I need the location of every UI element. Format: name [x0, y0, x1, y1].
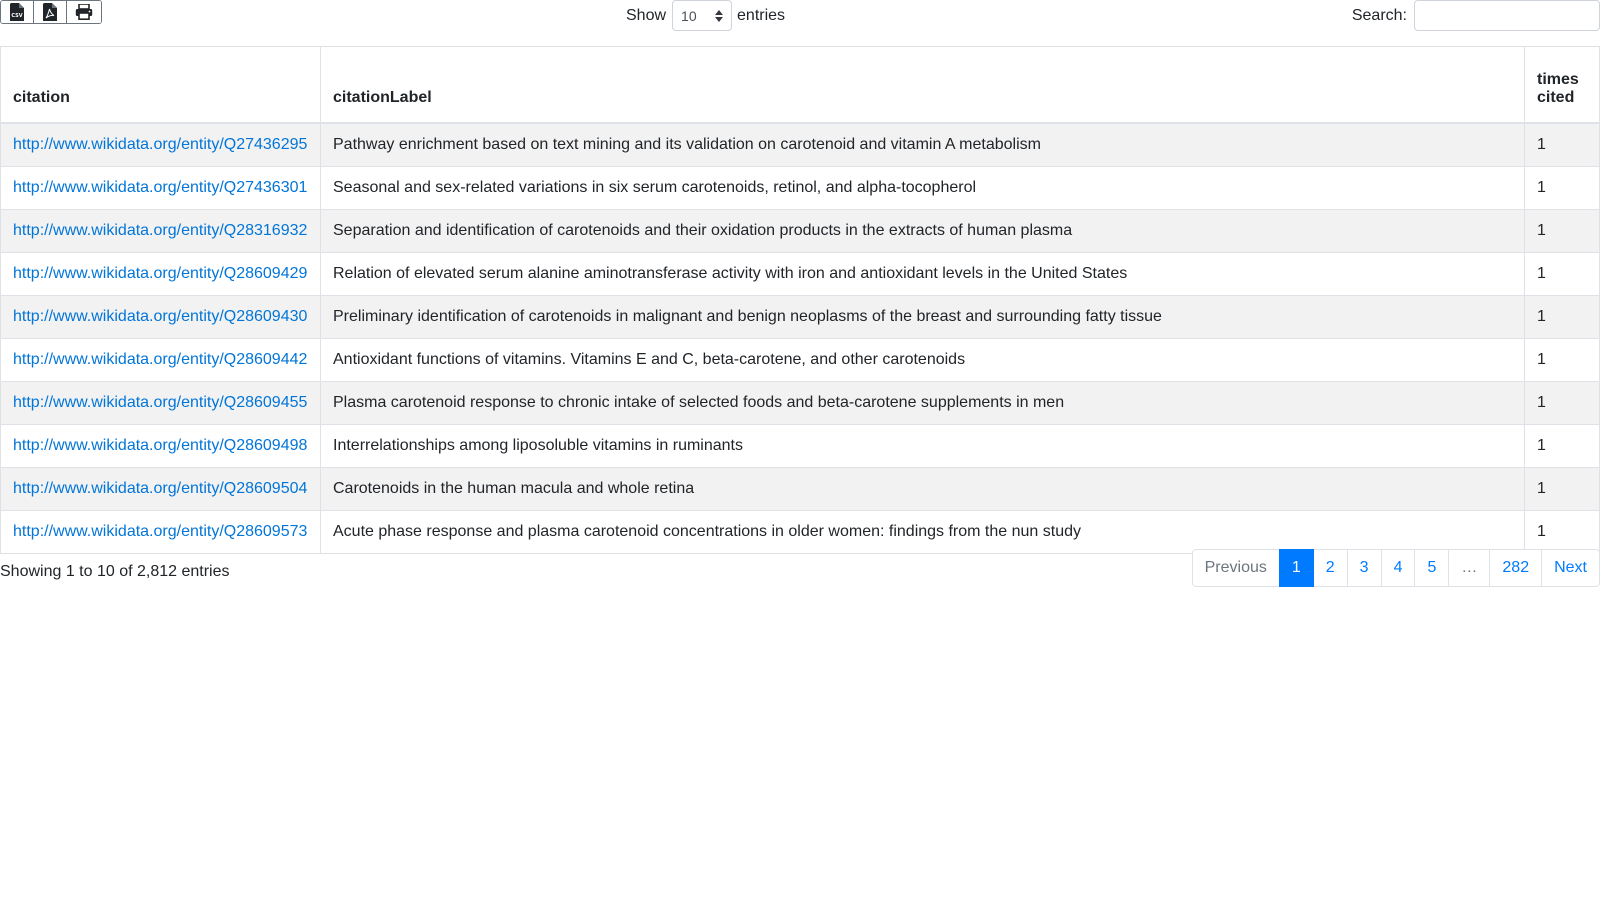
citation-cell: [1, 425, 321, 468]
citation-label-cell: Plasma carotenoid response to chronic intake of selected foods and beta-carotene supplements in men: [321, 382, 1525, 425]
pagination-page-5[interactable]: 5: [1414, 549, 1449, 587]
citation-label-cell: Carotenoids in the human macula and whole retina: [321, 468, 1525, 511]
table-body: [1, 123, 1600, 554]
print-icon: [75, 4, 93, 20]
pagination-page-3[interactable]: 3: [1347, 549, 1382, 587]
times-cited-cell: 1: [1525, 339, 1600, 382]
citation-cell: [1, 210, 321, 253]
table-row: [1, 468, 1600, 511]
citation-cell: [1, 253, 321, 296]
times-cited-cell: 1: [1525, 382, 1600, 425]
citation-link[interactable]: http://www.wikidata.org/entity/Q28316932: [13, 222, 308, 239]
column-header-citation-label[interactable]: citationLabel: [321, 47, 1525, 124]
entries-per-page-select[interactable]: [672, 0, 732, 31]
citations-table: [0, 46, 1600, 554]
print-button[interactable]: [67, 1, 101, 23]
column-header-citation[interactable]: citation: [1, 47, 321, 124]
citation-link[interactable]: http://www.wikidata.org/entity/Q28609573: [13, 523, 308, 540]
citation-cell: [1, 382, 321, 425]
table-controls: [0, 0, 1600, 36]
citation-link[interactable]: http://www.wikidata.org/entity/Q28609442: [13, 351, 308, 368]
export-button-group: [0, 0, 102, 24]
times-cited-cell: 1: [1525, 425, 1600, 468]
citation-cell: [1, 123, 321, 167]
search-input[interactable]: [1414, 0, 1600, 31]
times-cited-cell: 1: [1525, 296, 1600, 339]
citation-link[interactable]: http://www.wikidata.org/entity/Q28609455: [13, 394, 308, 411]
times-cited-cell: 1: [1525, 468, 1600, 511]
citation-label-cell: Pathway enrichment based on text mining and its validation on carotenoid and vitamin A metabolism: [321, 123, 1525, 167]
times-cited-cell: 1: [1525, 253, 1600, 296]
citation-link[interactable]: http://www.wikidata.org/entity/Q28609430: [13, 308, 308, 325]
pagination: [1192, 549, 1600, 587]
citation-link[interactable]: http://www.wikidata.org/entity/Q27436301: [13, 179, 308, 196]
table-info: Showing 1 to 10 of 2,812 entries: [0, 563, 230, 580]
export-pdf-button[interactable]: [34, 1, 67, 23]
table-header: [1, 47, 1600, 124]
pagination-previous[interactable]: Previous: [1192, 549, 1280, 587]
citation-link[interactable]: http://www.wikidata.org/entity/Q28609429: [13, 265, 308, 282]
citation-link[interactable]: http://www.wikidata.org/entity/Q27436295: [13, 136, 308, 153]
citation-label-cell: Acute phase response and plasma carotenoid concentrations in older women: findings from the nun study: [321, 511, 1525, 554]
export-csv-button[interactable]: [1, 1, 34, 23]
pagination-ellipsis: …: [1448, 549, 1490, 587]
table-row: [1, 123, 1600, 167]
show-label: Show: [626, 6, 667, 24]
pagination-next[interactable]: Next: [1541, 549, 1600, 587]
svg-text:CSV: CSV: [11, 13, 23, 19]
citation-label-cell: Interrelationships among liposoluble vitamins in ruminants: [321, 425, 1525, 468]
table-row: [1, 253, 1600, 296]
citation-label-cell: Separation and identification of carotenoids and their oxidation products in the extracts of human plasma: [321, 210, 1525, 253]
times-cited-cell: 1: [1525, 167, 1600, 210]
table-row: [1, 167, 1600, 210]
citation-label-cell: Relation of elevated serum alanine aminotransferase activity with iron and antioxidant levels in the United States: [321, 253, 1525, 296]
table-row: [1, 425, 1600, 468]
search-label: Search:: [1351, 6, 1407, 24]
pagination-page-4[interactable]: 4: [1381, 549, 1416, 587]
times-cited-cell: 1: [1525, 210, 1600, 253]
table-row: [1, 382, 1600, 425]
table-row: [1, 511, 1600, 554]
table-row: [1, 210, 1600, 253]
citation-link[interactable]: http://www.wikidata.org/entity/Q28609504: [13, 480, 308, 497]
citation-link[interactable]: http://www.wikidata.org/entity/Q28609498: [13, 437, 308, 454]
citation-cell: [1, 167, 321, 210]
column-header-times-cited[interactable]: times cited: [1525, 47, 1600, 124]
entries-label: entries: [737, 6, 786, 24]
table-row: [1, 339, 1600, 382]
pdf-file-icon: [43, 3, 57, 21]
pagination-page-1[interactable]: 1: [1279, 549, 1314, 587]
select-caret-icon: [715, 10, 723, 22]
citation-cell: [1, 296, 321, 339]
citation-cell: [1, 339, 321, 382]
pagination-page-282[interactable]: 282: [1489, 549, 1542, 587]
citation-label-cell: Antioxidant functions of vitamins. Vitamins E and C, beta-carotene, and other carotenoids: [321, 339, 1525, 382]
table-row: [1, 296, 1600, 339]
citation-label-cell: Preliminary identification of carotenoids in malignant and benign neoplasms of the breast and surrounding fatty tissue: [321, 296, 1525, 339]
csv-file-icon: [10, 3, 24, 21]
entries-length-control: [626, 0, 785, 31]
pagination-page-2[interactable]: 2: [1313, 549, 1348, 587]
times-cited-cell: 1: [1525, 123, 1600, 167]
entries-per-page-value: 10: [681, 7, 697, 24]
citation-label-cell: Seasonal and sex-related variations in six serum carotenoids, retinol, and alpha-tocopherol: [321, 167, 1525, 210]
times-cited-cell: 1: [1525, 511, 1600, 554]
citation-cell: [1, 468, 321, 511]
citation-cell: [1, 511, 321, 554]
search-control: [1352, 0, 1600, 31]
